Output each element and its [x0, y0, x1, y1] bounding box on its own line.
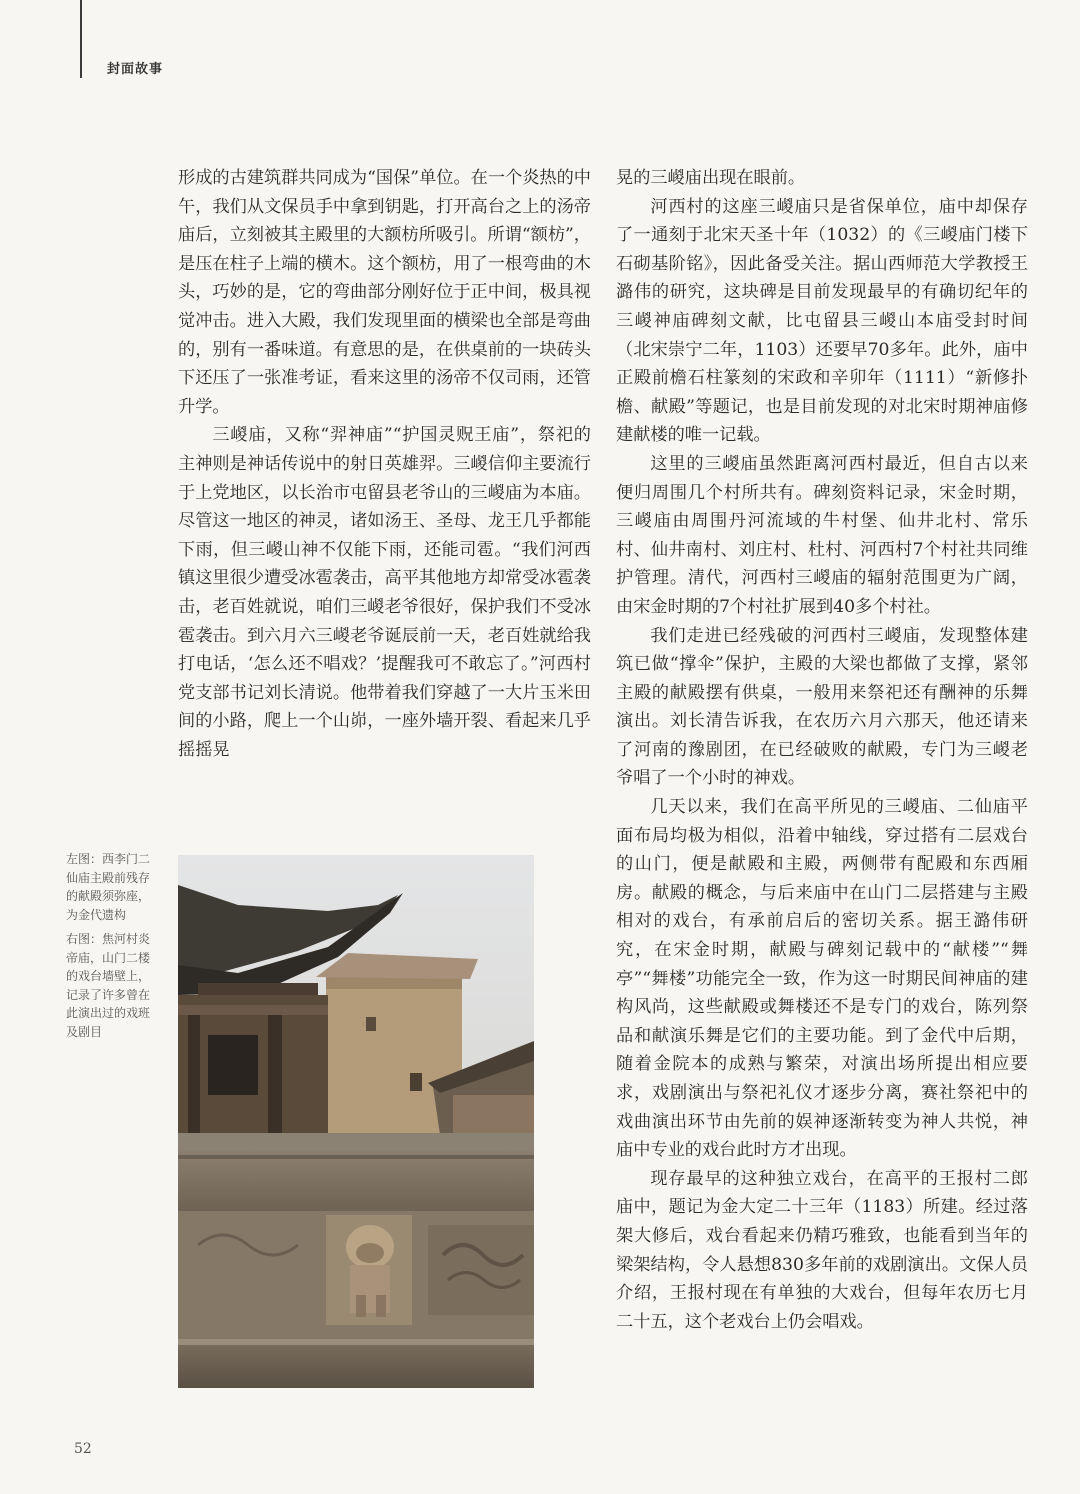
paragraph: 形成的古建筑群共同成为“国保”单位。在一个炎热的中午，我们从文保员手中拿到钥匙，打开高台之上的汤帝庙后，立刻被其主殿里的大额枋所吸引。所谓“额枋”，是压在柱子上端的横木。这个额枋，用了一根弯曲的木头，巧妙的是，它的弯曲部分刚好位于正中间，极具视觉冲击。进入大殿，我们发现里面的横梁也全部是弯曲的，别有一番味道。有意思的是，在供桌前的一块砖头下还压了一张准考证，看来这里的汤帝不仅司雨，还管升学。 [178, 168, 591, 417]
header-rule [80, 0, 82, 78]
photo-caption [66, 850, 158, 1047]
paragraph: 三嵕庙，又称“羿神庙”“护国灵贶王庙”，祭祀的主神则是神话传说中的射日英雄羿。三嵕信仰主要流行于上党地区，以长治市屯留县老爷山的三嵕庙为本庙。尽管这一地区的神灵，诸如汤王、圣母、龙王几乎都能下雨，但三嵕山神不仅能下雨，还能司雹。“我们河西镇这里很少遭受冰雹袭击，高平其他地方却常受冰雹袭击，老百姓就说，咱们三嵕老爷很好，保护我们不受冰雹袭击。到六月六三嵕老爷诞辰前一天，老百姓就给我打电话，‘怎么还不唱戏？’提醒我可不敢忘了。”河西村党支部书记刘长清说。他带着我们穿越了一大片玉米田间的小路，爬上一个山峁，一座外墙开裂、看起来几乎摇摇晃 [178, 425, 591, 760]
section-label: 封面故事 [107, 62, 164, 77]
left-text-column [178, 164, 591, 764]
caption-left: 左图：西李门二仙庙主殿前残存的献殿须弥座，为金代遗构 [66, 852, 151, 922]
paragraph: 晃的三嵕庙出现在眼前。 [616, 168, 806, 188]
page-number: 52 [74, 1441, 92, 1457]
paragraph: 这里的三嵕庙虽然距离河西村最近，但自古以来便归周围几个村所共有。碑刻资料记录，宋金时期，三嵕庙由周围丹河流域的牛村堡、仙井北村、常乐村、仙井南村、刘庄村、杜村、河西村7个村社共同维护管理。清代，河西村三嵕庙的辐射范围更为广阔，由宋金时期的7个村社扩展到40多个村社。 [616, 453, 1028, 617]
right-text-column [616, 164, 1028, 1336]
paragraph: 河西村的这座三嵕庙只是省保单位，庙中却保存了一通刻于北宋天圣十年（1032）的《三嵕庙门楼下石砌基阶铭》，因此备受关注。据山西师范大学教授王潞伟的研究，这块碑是目前发现最早的有确切纪年的三嵕神庙碑刻文献，比屯留县三嵕山本庙受封时间（北宋崇宁二年，1103）还要早70多年。此外，庙中正殿前檐石柱篆刻的宋政和辛卯年（1111）“新修扑檐、献殿”等题记，也是目前发现的对北宋时期神庙修建献楼的唯一记载。 [616, 196, 1028, 446]
temple-photo [178, 855, 534, 1388]
paragraph: 现存最早的这种独立戏台，在高平的王报村二郎庙中，题记为金大定二十三年（1183）所建。经过落架大修后，戏台看起来仍精巧雅致，也能看到当年的梁架结构，令人悬想830多年前的戏剧演出。文保人员介绍，王报村现在有单独的大戏台，但每年农历七月二十五，这个老戏台上仍会唱戏。 [616, 1168, 1028, 1332]
caption-right: 右图：焦河村炎帝庙，山门二楼的戏台墙壁上，记录了许多曾在此演出过的戏班及剧目 [66, 932, 151, 1039]
paragraph: 我们走进已经残破的河西村三嵕庙，发现整体建筑已做“撑伞”保护，主殿的大梁也都做了支撑，紧邻主殿的献殿摆有供桌，一般用来祭祀还有酬神的乐舞演出。刘长清告诉我，在农历六月六那天，他还请来了河南的豫剧团，在已经破败的献殿，专门为三嵕老爷唱了一个小时的神戏。 [616, 625, 1028, 789]
temple-photo-illustration [178, 855, 534, 1388]
paragraph: 几天以来，我们在高平所见的三嵕庙、二仙庙平面布局均极为相似，沿着中轴线，穿过搭有二层戏台的山门，便是献殿和主殿，两侧带有配殿和东西厢房。献殿的概念，与后来庙中在山门二层搭建与主殿相对的戏台，有承前启后的密切关系。据王潞伟研究，在宋金时期，献殿与碑刻记载中的“献楼”“舞亭”“舞楼”功能完全一致，作为这一时期民间神庙的建构风尚，这些献殿或舞楼还不是专门的戏台，陈列祭品和献演乐舞是它们的主要功能。到了金代中后期，随着金院本的成熟与繁荣，对演出场所提出相应要求，戏剧演出与祭祀礼仪才逐步分离，赛社祭祀中的戏曲演出环节由先前的娱神逐渐转变为神人共悦，神庙中专业的戏台此时方才出现。 [616, 797, 1028, 1161]
